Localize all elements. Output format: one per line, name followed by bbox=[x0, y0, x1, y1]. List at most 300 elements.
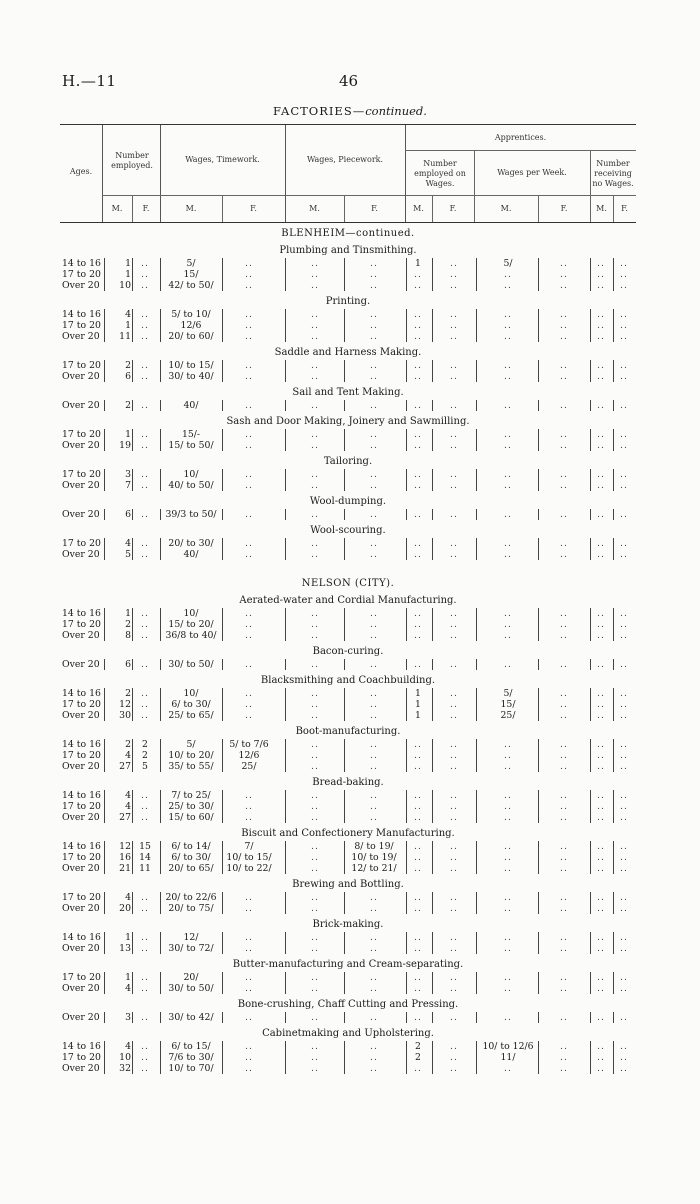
table-cell: Over 20 bbox=[62, 710, 100, 721]
table-cell: .. bbox=[311, 710, 319, 721]
cell-divider bbox=[476, 309, 477, 320]
table-cell: 1 bbox=[415, 258, 421, 269]
table-cell: .. bbox=[560, 699, 568, 710]
table-cell: .. bbox=[560, 852, 568, 863]
table-cell: .. bbox=[597, 943, 605, 954]
table-cell: 20/ to 65/ bbox=[168, 863, 214, 874]
trade-heading: Bacon-curing. bbox=[312, 646, 384, 657]
table-cell: 16 bbox=[119, 852, 131, 863]
table-cell: .. bbox=[311, 360, 319, 371]
cell-divider bbox=[432, 1041, 433, 1052]
table-cell: .. bbox=[450, 371, 458, 382]
table-cell: .. bbox=[620, 943, 628, 954]
trade-group bbox=[60, 524, 636, 560]
cell-divider bbox=[613, 429, 614, 440]
table-cell: 30 bbox=[119, 710, 131, 721]
cell-divider bbox=[613, 892, 614, 903]
table-cell: .. bbox=[245, 269, 253, 280]
table-cell: .. bbox=[450, 608, 458, 619]
cell-divider bbox=[476, 688, 477, 699]
table-cell: 15/- bbox=[181, 429, 201, 440]
table-row bbox=[60, 509, 636, 520]
cell-divider bbox=[613, 280, 614, 291]
table-cell: .. bbox=[597, 710, 605, 721]
table-cell: 10/ to 15/ bbox=[226, 852, 272, 863]
table-cell: 5/ bbox=[503, 258, 513, 269]
table-cell: .. bbox=[141, 903, 149, 914]
table-cell: .. bbox=[311, 258, 319, 269]
table-cell: .. bbox=[370, 801, 378, 812]
table-cell: .. bbox=[450, 710, 458, 721]
table-cell: .. bbox=[597, 659, 605, 670]
table-cell: .. bbox=[245, 619, 253, 630]
table-cell: .. bbox=[414, 1012, 422, 1023]
cell-divider bbox=[476, 801, 477, 812]
table-cell: .. bbox=[414, 983, 422, 994]
table-cell: .. bbox=[311, 739, 319, 750]
table-cell: .. bbox=[560, 739, 568, 750]
table-cell: .. bbox=[450, 852, 458, 863]
table-cell: .. bbox=[504, 863, 512, 874]
table-row bbox=[60, 1041, 636, 1052]
trade-group bbox=[60, 594, 636, 641]
trade-group bbox=[60, 386, 636, 411]
table-cell: .. bbox=[245, 790, 253, 801]
table-cell: 5/ to 10/ bbox=[171, 309, 211, 320]
table-cell: .. bbox=[311, 852, 319, 863]
table-cell: .. bbox=[560, 1063, 568, 1074]
cell-divider bbox=[432, 761, 433, 772]
cell-divider bbox=[476, 1012, 477, 1023]
cell-divider bbox=[613, 688, 614, 699]
cell-divider bbox=[432, 480, 433, 491]
table-row bbox=[60, 863, 636, 874]
table-cell: .. bbox=[311, 538, 319, 549]
table-cell: .. bbox=[597, 549, 605, 560]
table-cell: 4 bbox=[125, 983, 131, 994]
table-cell: 14 to 16 bbox=[62, 258, 101, 269]
cell-divider bbox=[432, 892, 433, 903]
table-cell: .. bbox=[311, 761, 319, 772]
table-cell: .. bbox=[620, 1063, 628, 1074]
col-app-wages-week: Wages per Week. bbox=[497, 168, 567, 177]
table-cell: 17 to 20 bbox=[62, 892, 101, 903]
table-cell: .. bbox=[414, 943, 422, 954]
cell-divider bbox=[476, 440, 477, 451]
cell-divider bbox=[613, 440, 614, 451]
table-cell: .. bbox=[245, 1052, 253, 1063]
cell-divider bbox=[613, 812, 614, 823]
table-cell: 2 bbox=[125, 360, 131, 371]
table-cell: .. bbox=[311, 371, 319, 382]
table-cell: .. bbox=[597, 1063, 605, 1074]
table-cell: .. bbox=[620, 750, 628, 761]
cell-divider bbox=[432, 699, 433, 710]
table-cell: .. bbox=[414, 320, 422, 331]
table-cell: .. bbox=[597, 972, 605, 983]
table-cell: .. bbox=[560, 750, 568, 761]
table-cell: Over 20 bbox=[62, 1063, 100, 1074]
table-cell: .. bbox=[414, 750, 422, 761]
table-cell: .. bbox=[370, 972, 378, 983]
cell-divider bbox=[432, 280, 433, 291]
table-cell: 32 bbox=[119, 1063, 131, 1074]
table-cell: .. bbox=[450, 400, 458, 411]
cell-divider bbox=[476, 863, 477, 874]
cell-divider bbox=[432, 400, 433, 411]
table-cell: 17 to 20 bbox=[62, 360, 101, 371]
table-cell: .. bbox=[141, 892, 149, 903]
table-cell: 2 bbox=[125, 619, 131, 630]
cell-divider bbox=[613, 943, 614, 954]
table-cell: .. bbox=[620, 400, 628, 411]
table-cell: 1 bbox=[125, 608, 131, 619]
table-cell: .. bbox=[504, 371, 512, 382]
table-cell: .. bbox=[560, 790, 568, 801]
table-cell: .. bbox=[560, 400, 568, 411]
col-f: F. bbox=[142, 204, 150, 213]
table-row bbox=[60, 538, 636, 549]
table-cell: 12/ to 21/ bbox=[351, 863, 397, 874]
table-cell: 10/ to 19/ bbox=[351, 852, 397, 863]
table-cell: .. bbox=[370, 1012, 378, 1023]
table-cell: 17 to 20 bbox=[62, 972, 101, 983]
table-cell: .. bbox=[450, 269, 458, 280]
table-cell: .. bbox=[560, 280, 568, 291]
table-cell: .. bbox=[141, 688, 149, 699]
table-cell: 6/ to 30/ bbox=[171, 852, 211, 863]
table-cell: 4 bbox=[125, 750, 131, 761]
table-cell: 10 bbox=[119, 280, 131, 291]
table-cell: 5 bbox=[142, 761, 148, 772]
table-cell: .. bbox=[141, 331, 149, 342]
table-cell: .. bbox=[450, 258, 458, 269]
table-cell: 4 bbox=[125, 801, 131, 812]
trade-group bbox=[60, 1027, 636, 1074]
table-cell: .. bbox=[141, 972, 149, 983]
table-cell: .. bbox=[370, 371, 378, 382]
table-cell: .. bbox=[560, 1041, 568, 1052]
table-cell: .. bbox=[414, 429, 422, 440]
trade-group bbox=[60, 878, 636, 914]
table-row bbox=[60, 480, 636, 491]
trade-heading: Butter-manufacturing and Cream-separating. bbox=[232, 959, 464, 970]
table-cell: .. bbox=[141, 320, 149, 331]
table-cell: .. bbox=[620, 608, 628, 619]
col-f: F. bbox=[560, 204, 568, 213]
table-cell: .. bbox=[620, 790, 628, 801]
table-cell: .. bbox=[560, 892, 568, 903]
table-cell: .. bbox=[620, 739, 628, 750]
table-cell: .. bbox=[450, 903, 458, 914]
table-cell: .. bbox=[414, 892, 422, 903]
table-cell: .. bbox=[560, 932, 568, 943]
cell-divider bbox=[432, 608, 433, 619]
table-cell: 4 bbox=[125, 538, 131, 549]
table-cell: .. bbox=[245, 1063, 253, 1074]
table-cell: .. bbox=[560, 371, 568, 382]
table-cell: 15/ to 20/ bbox=[168, 619, 214, 630]
table-cell: .. bbox=[414, 812, 422, 823]
table-cell: 6 bbox=[125, 509, 131, 520]
table-cell: .. bbox=[597, 903, 605, 914]
table-cell: .. bbox=[141, 538, 149, 549]
table-cell: 1 bbox=[125, 258, 131, 269]
table-cell: .. bbox=[560, 630, 568, 641]
table-cell: .. bbox=[370, 659, 378, 670]
cell-divider bbox=[476, 739, 477, 750]
table-cell: .. bbox=[504, 630, 512, 641]
table-cell: .. bbox=[245, 688, 253, 699]
table-cell: .. bbox=[414, 790, 422, 801]
table-cell: 15 bbox=[139, 841, 151, 852]
table-cell: .. bbox=[597, 258, 605, 269]
table-cell: .. bbox=[414, 509, 422, 520]
table-cell: .. bbox=[311, 320, 319, 331]
cell-divider bbox=[432, 258, 433, 269]
page-title bbox=[0, 104, 700, 118]
col-f: F. bbox=[449, 204, 457, 213]
cell-divider bbox=[613, 852, 614, 863]
table-cell: .. bbox=[504, 739, 512, 750]
col-m: M. bbox=[500, 204, 512, 213]
table-cell: .. bbox=[620, 469, 628, 480]
table-cell: .. bbox=[245, 371, 253, 382]
cell-divider bbox=[432, 619, 433, 630]
trade-heading: Sail and Tent Making. bbox=[292, 387, 404, 398]
table-cell: .. bbox=[245, 258, 253, 269]
cell-divider bbox=[432, 739, 433, 750]
table-cell: 1 bbox=[415, 688, 421, 699]
cell-divider bbox=[613, 1063, 614, 1074]
table-cell: .. bbox=[560, 309, 568, 320]
table-cell: .. bbox=[450, 549, 458, 560]
table-cell: .. bbox=[560, 983, 568, 994]
table-cell: .. bbox=[414, 469, 422, 480]
cell-divider bbox=[432, 429, 433, 440]
cell-divider bbox=[432, 659, 433, 670]
col-app-no-wages: Number receiving no Wages. bbox=[592, 159, 634, 188]
cell-divider bbox=[476, 659, 477, 670]
table-cell: .. bbox=[141, 699, 149, 710]
trade-heading: Bread-baking. bbox=[312, 777, 384, 788]
table-cell: .. bbox=[597, 688, 605, 699]
table-cell: .. bbox=[450, 320, 458, 331]
table-cell: .. bbox=[141, 480, 149, 491]
table-cell: .. bbox=[450, 801, 458, 812]
table-cell: .. bbox=[311, 699, 319, 710]
table-cell: Over 20 bbox=[62, 761, 100, 772]
table-cell: 17 to 20 bbox=[62, 852, 101, 863]
table-cell: .. bbox=[450, 469, 458, 480]
table-cell: 30/ to 42/ bbox=[168, 1012, 214, 1023]
table-cell: .. bbox=[414, 761, 422, 772]
table-cell: .. bbox=[560, 943, 568, 954]
table-row bbox=[60, 429, 636, 440]
cell-divider bbox=[432, 269, 433, 280]
table-cell: .. bbox=[370, 812, 378, 823]
table-cell: .. bbox=[560, 812, 568, 823]
table-cell: .. bbox=[504, 429, 512, 440]
table-cell: 7/ to 25/ bbox=[171, 790, 211, 801]
cell-divider bbox=[432, 331, 433, 342]
table-cell: .. bbox=[620, 972, 628, 983]
table-cell: 20/ to 22/6 bbox=[165, 892, 217, 903]
table-cell: .. bbox=[414, 932, 422, 943]
table-cell: Over 20 bbox=[62, 549, 100, 560]
trade-group bbox=[60, 645, 636, 670]
table-cell: .. bbox=[560, 509, 568, 520]
table-cell: .. bbox=[245, 480, 253, 491]
table-cell: .. bbox=[245, 608, 253, 619]
table-cell: .. bbox=[141, 812, 149, 823]
table-cell: .. bbox=[620, 309, 628, 320]
table-cell: .. bbox=[311, 509, 319, 520]
table-cell: .. bbox=[620, 688, 628, 699]
table-cell: .. bbox=[245, 280, 253, 291]
cell-divider bbox=[613, 331, 614, 342]
table-cell: .. bbox=[370, 549, 378, 560]
table-cell: .. bbox=[141, 549, 149, 560]
cell-divider bbox=[476, 480, 477, 491]
table-cell: .. bbox=[311, 972, 319, 983]
table-cell: Over 20 bbox=[62, 863, 100, 874]
table-cell: .. bbox=[450, 360, 458, 371]
table-cell: .. bbox=[450, 750, 458, 761]
table-cell: Over 20 bbox=[62, 903, 100, 914]
table-cell: 5 bbox=[125, 549, 131, 560]
table-row bbox=[60, 400, 636, 411]
table-cell: .. bbox=[311, 1052, 319, 1063]
table-cell: .. bbox=[311, 801, 319, 812]
table-cell: 25/ to 30/ bbox=[168, 801, 214, 812]
table-cell: .. bbox=[620, 320, 628, 331]
table-cell: .. bbox=[504, 280, 512, 291]
table-cell: .. bbox=[620, 892, 628, 903]
table-body bbox=[60, 226, 636, 1078]
table-cell: .. bbox=[450, 943, 458, 954]
table-cell: .. bbox=[311, 1041, 319, 1052]
table-cell: .. bbox=[370, 320, 378, 331]
table-cell: .. bbox=[311, 659, 319, 670]
table-cell: .. bbox=[597, 812, 605, 823]
table-cell: 20/ to 60/ bbox=[168, 331, 214, 342]
table-cell: 13 bbox=[119, 943, 131, 954]
table-cell: .. bbox=[370, 360, 378, 371]
table-row bbox=[60, 750, 636, 761]
col-f: F. bbox=[371, 204, 378, 213]
table-cell: .. bbox=[370, 630, 378, 641]
table-cell: .. bbox=[414, 659, 422, 670]
table-row bbox=[60, 943, 636, 954]
table-cell: 6/ to 14/ bbox=[171, 841, 211, 852]
table-row bbox=[60, 761, 636, 772]
table-cell: .. bbox=[597, 790, 605, 801]
table-row bbox=[60, 739, 636, 750]
cell-divider bbox=[613, 863, 614, 874]
table-cell: .. bbox=[450, 863, 458, 874]
table-cell: 35/ to 55/ bbox=[168, 761, 214, 772]
table-cell: 27 bbox=[119, 812, 131, 823]
table-cell: .. bbox=[245, 932, 253, 943]
table-cell: .. bbox=[245, 509, 253, 520]
table-row bbox=[60, 309, 636, 320]
table-cell: .. bbox=[141, 309, 149, 320]
cell-divider bbox=[432, 710, 433, 721]
table-cell: .. bbox=[245, 549, 253, 560]
cell-divider bbox=[476, 269, 477, 280]
cell-divider bbox=[613, 258, 614, 269]
table-cell: 14 to 16 bbox=[62, 841, 101, 852]
cell-divider bbox=[432, 371, 433, 382]
table-cell: .. bbox=[620, 360, 628, 371]
table-cell: .. bbox=[370, 932, 378, 943]
table-cell: .. bbox=[560, 710, 568, 721]
table-cell: .. bbox=[311, 750, 319, 761]
table-cell: .. bbox=[141, 1012, 149, 1023]
table-row bbox=[60, 280, 636, 291]
table-cell: .. bbox=[141, 400, 149, 411]
table-cell: .. bbox=[620, 932, 628, 943]
table-cell: 30/ to 40/ bbox=[168, 371, 214, 382]
cell-divider bbox=[476, 608, 477, 619]
table-cell: Over 20 bbox=[62, 983, 100, 994]
table-cell: .. bbox=[311, 480, 319, 491]
mf-rule bbox=[102, 195, 636, 196]
table-cell: .. bbox=[414, 1063, 422, 1074]
table-cell: 40/ to 50/ bbox=[168, 480, 214, 491]
table-cell: .. bbox=[370, 538, 378, 549]
table-cell: .. bbox=[597, 480, 605, 491]
table-cell: .. bbox=[141, 258, 149, 269]
table-cell: 7/6 to 30/ bbox=[168, 1052, 214, 1063]
table-cell: 40/ bbox=[183, 549, 199, 560]
table-cell: .. bbox=[245, 659, 253, 670]
table-cell: .. bbox=[597, 630, 605, 641]
table-cell: .. bbox=[245, 943, 253, 954]
cell-divider bbox=[476, 371, 477, 382]
page-number: 46 bbox=[339, 72, 359, 90]
table-cell: .. bbox=[311, 608, 319, 619]
table-cell: .. bbox=[370, 619, 378, 630]
table-cell: .. bbox=[620, 699, 628, 710]
table-cell: .. bbox=[141, 983, 149, 994]
table-row bbox=[60, 549, 636, 560]
table-cell: .. bbox=[597, 538, 605, 549]
cell-divider bbox=[432, 863, 433, 874]
table-cell: 17 to 20 bbox=[62, 619, 101, 630]
table-row bbox=[60, 812, 636, 823]
col-m: M. bbox=[309, 204, 320, 213]
cell-divider bbox=[613, 619, 614, 630]
cell-divider bbox=[613, 1041, 614, 1052]
table-cell: .. bbox=[311, 440, 319, 451]
table-row bbox=[60, 1012, 636, 1023]
table-cell: .. bbox=[245, 360, 253, 371]
table-cell: Over 20 bbox=[62, 371, 100, 382]
cell-divider bbox=[613, 1052, 614, 1063]
table-cell: .. bbox=[245, 429, 253, 440]
cell-divider bbox=[432, 549, 433, 560]
table-cell: .. bbox=[560, 1012, 568, 1023]
table-cell: .. bbox=[450, 619, 458, 630]
cell-divider bbox=[432, 790, 433, 801]
table-cell: .. bbox=[560, 360, 568, 371]
table-cell: 5/ bbox=[186, 258, 196, 269]
trade-heading: Aerated-water and Cordial Manufacturing. bbox=[239, 595, 457, 606]
table-cell: .. bbox=[414, 608, 422, 619]
table-cell: .. bbox=[370, 943, 378, 954]
